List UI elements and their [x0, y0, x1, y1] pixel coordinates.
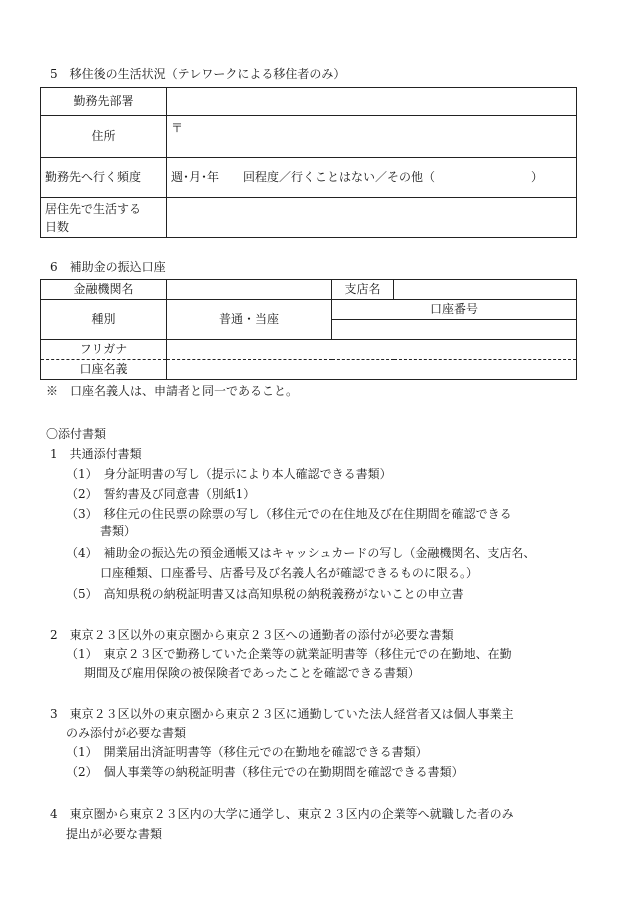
- living-status-table: [40, 87, 577, 238]
- furigana-label: フリガナ: [41, 340, 167, 360]
- bank-name-label: 金融機関名: [41, 280, 167, 300]
- holder-field[interactable]: [167, 360, 577, 380]
- postal-mark: 〒: [171, 121, 184, 135]
- s3-title-line1: 3 東京２３区以外の東京圏から東京２３区に通勤していた法人経営者又は個人事業主: [50, 707, 514, 721]
- account-number-label: 口座番号: [332, 300, 577, 320]
- section5-heading: 5 移住後の生活状況（テレワークによる移住者のみ）: [50, 67, 346, 81]
- s3-title-line2: のみ添付が必要な書類: [66, 726, 187, 740]
- section6-heading: 6 補助金の振込口座: [50, 260, 166, 274]
- days-label-line2: 日数: [45, 219, 70, 234]
- frequency-label: 勤務先へ行く頻度: [41, 158, 167, 198]
- s2-title: 2 東京２３区以外の東京圏から東京２３区への通勤者の添付が必要な書類: [50, 628, 454, 642]
- account-number-field[interactable]: [332, 320, 577, 340]
- s3-item-1: （1） 開業届出済証明書等（移住元での在勤地を確認できる書類）: [66, 745, 428, 759]
- s2-item-1-cont: 期間及び雇用保険の被保険者であったことを確認できる書類）: [84, 666, 420, 680]
- workplace-field[interactable]: [167, 88, 577, 116]
- s2-item-1: （1） 東京２３区で勤務していた企業等の就業証明書等（移住元での在勤地、在勤: [66, 647, 512, 661]
- s3-item-2: （2） 個人事業等の納税証明書（移住元での在勤期間を確認できる書類）: [66, 765, 464, 779]
- workplace-label: 勤務先部署: [41, 88, 167, 116]
- branch-label: 支店名: [332, 280, 394, 300]
- account-holder-note: ※ 口座名義人は、申請者と同一であること。: [46, 384, 299, 398]
- address-label: 住所: [41, 116, 167, 158]
- s1-item-4: （4） 補助金の振込先の預金通帳又はキャッシュカードの写し（金融機関名、支店名、: [66, 546, 536, 560]
- type-label: 種別: [41, 300, 167, 340]
- branch-field[interactable]: [394, 280, 577, 300]
- s1-item-4-cont: 口座種類、口座番号、店番号及び名義人名が確認できるものに限る。）: [100, 566, 479, 580]
- holder-label: 口座名義: [41, 360, 167, 380]
- bank-name-field[interactable]: [167, 280, 332, 300]
- s1-item-3-cont: 書類）: [100, 524, 137, 538]
- days-label-line1: 居住先で生活する: [45, 201, 142, 216]
- furigana-field[interactable]: [167, 340, 577, 360]
- s1-title: 1 共通添付書類: [50, 447, 142, 461]
- bank-account-table: [40, 279, 577, 380]
- days-field[interactable]: [167, 198, 577, 238]
- s1-item-1: （1） 身分証明書の写し（提示により本人確認できる書類）: [66, 467, 392, 481]
- address-field[interactable]: [167, 116, 577, 158]
- attachments-heading: 〇添付書類: [46, 427, 107, 441]
- frequency-field[interactable]: 週･月･年 回程度／行くことはない／その他（ ）: [167, 158, 577, 198]
- s4-title-line2: 提出が必要な書類: [66, 827, 163, 841]
- s1-item-2: （2） 誓約書及び同意書（別紙1）: [66, 487, 256, 501]
- type-value[interactable]: 普通・当座: [167, 300, 332, 340]
- s4-title-line1: 4 東京圏から東京２３区内の大学に通学し、東京２３区内の企業等へ就職した者のみ: [50, 807, 514, 821]
- s1-item-3: （3） 移住元の住民票の除票の写し（移住元での在住地及び在住期間を確認できる: [66, 507, 512, 521]
- s1-item-5: （5） 高知県税の納税証明書又は高知県税の納税義務がないことの申立書: [66, 587, 464, 601]
